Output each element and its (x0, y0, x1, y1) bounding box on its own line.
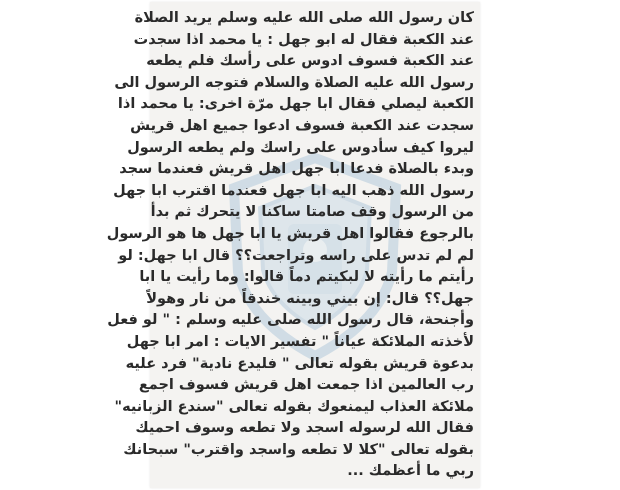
text-line: بدعوة قريش بقوله تعالى " فليدع نادية" فرد عليه (125, 355, 474, 372)
document-image (106, 2, 480, 488)
text-line: سجدت عند الكعبة فسوف ادعوا جميع اهل قريش (130, 117, 474, 134)
article-text (106, 8, 474, 483)
text-line: من الرسول وقف صامتا ساكنا لا يتحرك ثم بدأ (150, 204, 474, 221)
text-line: لأخذته الملائكة عياناً " تفسير الايات : امر ابا جهل (126, 333, 474, 350)
text-line: ليروا كيف سأدوس على راسك ولم يطعه الرسول (127, 139, 474, 156)
text-line: لم لم تدس على راسه وتراجعت؟؟ قال ابا جهل: لو (118, 247, 474, 264)
text-line: كان رسول الله صلى الله عليه وسلم يريد الصلاة (134, 10, 474, 26)
text-line: رب العالمين اذا جمعت اهل قريش فسوف اجمع (138, 377, 474, 394)
text-line: الكعبة ليصلي فقال ابا جهل مرّة اخرى: يا محمد اذا (117, 96, 474, 113)
text-line: بقوله تعالى "كلا لا تطعه واسجد واقترب" سبحانك (123, 441, 474, 458)
text-line: رسول الله عليه الصلاة والسلام فتوجه الرسول الى (114, 74, 474, 91)
text-line: ملائكة العذاب ليمنعوك بقوله تعالى "سندع الزبانيه" (114, 398, 474, 415)
text-line: عند الكعبة فقال له ابو جهل : يا محمد اذا سجدت (133, 31, 474, 48)
text-line: بالرجوع فقالوا اهل قريش يا ابا جهل ها هو الرسول (106, 225, 474, 242)
text-line: فقال الله لرسوله اسجد ولا تطعه وسوف احميك (135, 420, 474, 437)
text-line: ربي ما أعظمك ... (347, 463, 474, 480)
text-line: وبدء بالصلاة فدعا ابا جهل اهل قريش فعندما سجد (119, 161, 474, 178)
text-line: جهل؟؟ قال: إن بيني وبينه خندقاً من نار وهولاً (146, 290, 474, 307)
text-line: رسول الله ذهب اليه ابا جهل فعندما اقترب ابا جهل (113, 182, 474, 199)
text-line: عند الكعبة فسوف ادوس على رأسك فلم يطعه (146, 53, 474, 70)
text-line: رأيتم ما رأيته لا لبكيتم دماً قالوا: وما رأيت يا ابا (139, 269, 474, 286)
text-line: وأجنحة، قال رسول الله صلى عليه وسلم : " لو فعل (107, 312, 474, 329)
